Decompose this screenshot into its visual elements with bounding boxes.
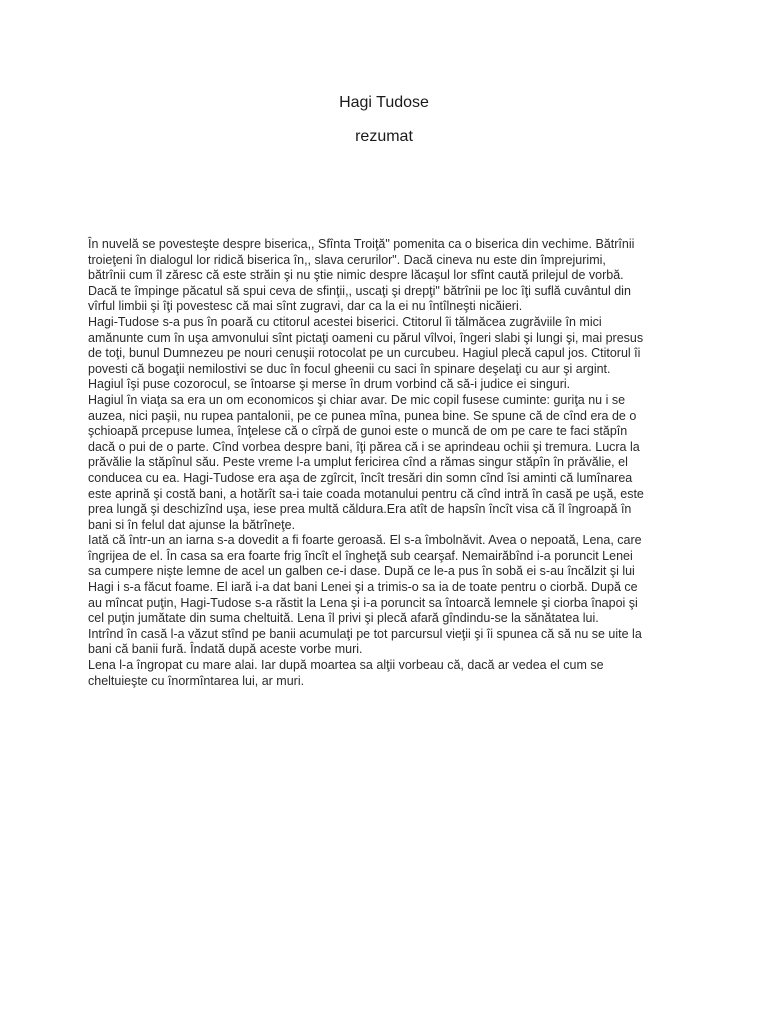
text-line: dacă o pui de o parte. Cînd vorbea despre bani, îţi părea că i se aprindeau ochii şi tremura. Lucra la (88, 439, 640, 454)
text-line: cheltuieşte cu înormîntarea lui, ar muri. (88, 673, 305, 688)
text-line: Intrînd în casă l-a văzut stînd pe banii acumulaţi pe tot parcursul vieţii şi îi spunea că să nu se uite la (88, 626, 642, 641)
text-line: Hagiul în viaţa sa era un om economicos şi chiar avar. De mic copil fusese cuminte: guriţa nu i se (88, 392, 626, 407)
text-line: Hagiul îşi puse cozorocul, se întoarse şi merse în drum vorbind că să-i judice ei singuri. (88, 377, 571, 392)
text-line: este aprină şi costă bani, a hotărît sa-i taie coada motanului pentru că cînd intră în casă pe uşă, este (88, 486, 644, 501)
text-line: auzea, nici paşii, nu rupea pantalonii, pe ce punea mîna, punea bine. Se spune că de cînd era de o (88, 408, 637, 423)
text-line: prăvălie la stăpînul său. Peste vreme l-a umplut fericirea cînd a rămas singur stăpîn în prăvălie, el (88, 455, 628, 470)
text-line: În nuvelă se povesteşte despre biserica,, Sfînta Troiţă" pomenita ca o biserica din vechime. Bătrînii (88, 237, 635, 251)
text-line: Lena l-a îngropat cu mare alai. Iar după moartea sa alţii vorbeau că, dacă ar vedea el cum se (88, 658, 604, 673)
text-line: amănunte cum în uşa amvonului sînt pictaţi oameni cu părul vîlvoi, îngeri slabi şi lungi şi, mai presus (88, 330, 644, 345)
text-line: prea lungă şi deschizînd uşa, iese prea multă căldura.Era atît de hapsîn încît visa că îl îngroapă în (88, 502, 632, 517)
text-line: au mîncat puţin, Hagi-Tudose s-a răstit la Lena şi i-a poruncit sa întoarcă lemnele şi ciorba înapoi şi (88, 595, 638, 610)
text-line: Dacă te împinge păcatul să spui ceva de sfinţii,, uscaţi şi drepţi" bătrînii pe loc îţi suflă cuvântul din (88, 283, 631, 298)
text-line: Iată că într-un an iarna s-a dovedit a fi foarte geroasă. El s-a îmbolnăvit. Avea o nepoată, Lena, care (88, 533, 642, 548)
text-line: şchioapă prcepuse lumea, înţelese că o cîrpă de gunoi este o muncă de om pe care te faci stăpîn (88, 424, 628, 439)
text-line: îngrijea de el. În casa sa era foarte frig încît el îngheţă sub cearşaf. Nemairăbînd i-a poruncit Lenei (88, 548, 633, 563)
text-line: cel puţin jumătate din suma cheltuită. Lena îl privi şi plecă afară gîndindu-se la sănătatea lui. (88, 611, 599, 626)
text-line: sa cumpere nişte lemne de acel un galben ce-i dase. După ce le-a pus în sobă ei s-au încălzit şi lui (88, 564, 635, 579)
text-line: bătrînii cum îl zăresc că este străin şi nu ştie nimic despre lăcaşul lor sfînt caută prilejul de vorbă. (88, 268, 624, 283)
text-line: Hagi-Tudose s-a pus în poară cu ctitorul acestei biserici. Ctitorul îi tălmăcea zugrăviile în mici (88, 314, 602, 329)
text-line: Hagi i s-a făcut foame. El iară i-a dat bani Lenei şi a trimis-o sa ia de toate pentru o ciorbă. După ce (88, 580, 638, 595)
text-line: conducea cu ea. Hagi-Tudose era aşa de zgîrcit, încît tresări din somn cînd îsi aminti că lumînarea (88, 470, 633, 485)
text-line: de toţi, bunul Dumnezeu pe nouri cenuşii rotocolat pe un curcubeu. Hagiul plecă capul jos. Ctitorul îi (88, 346, 641, 361)
text-line: troieţeni în dialogul lor ridică biserica în,, slava cerurilor". Dacă cineva nu este din împrejurimi, (88, 252, 606, 267)
text-line: bani si în felul dat ajunse la bătrîneţe. (88, 517, 296, 532)
text-line: povesti că bogaţii nemilostivi se duc în focul gheenii cu saci în spinare deşelaţi cu aur şi argint. (88, 361, 611, 376)
text-line: bani că banii fură. Îndată după aceste vorbe muri. (88, 642, 363, 657)
document-title: Hagi Tudose (339, 94, 429, 111)
document-body (88, 237, 688, 689)
text-line: vîrful limbii şi îţi povestesc că mai sînt zugravi, dar ca la ei nu întîlneşti nicăieri. (88, 299, 523, 314)
document-subtitle: rezumat (355, 128, 413, 145)
